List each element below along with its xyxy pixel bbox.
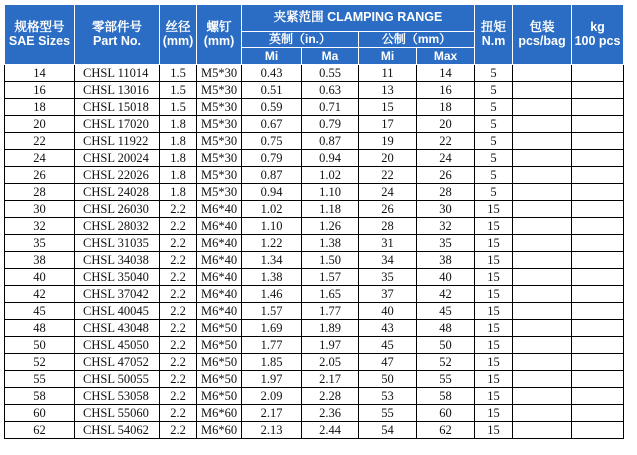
cell-inch-max: 1.38 xyxy=(302,235,359,252)
table-row xyxy=(5,252,624,269)
table-row xyxy=(5,422,624,439)
cell-band-width: 1.5 xyxy=(160,99,197,116)
header-part-no xyxy=(75,5,160,65)
cell-packing xyxy=(513,303,572,320)
cell-part-no: CHSL 40045 xyxy=(75,303,160,320)
cell-weight xyxy=(572,388,624,405)
cell-part-no: CHSL 17020 xyxy=(75,116,160,133)
cell-torque: 5 xyxy=(475,82,513,99)
cell-weight xyxy=(572,354,624,371)
cell-inch-min: 1.69 xyxy=(242,320,302,337)
table-row xyxy=(5,388,624,405)
cell-mm-max: 16 xyxy=(417,82,475,99)
cell-screw: M6*40 xyxy=(197,252,242,269)
cell-part-no: CHSL 35040 xyxy=(75,269,160,286)
header-torque xyxy=(475,5,513,65)
cell-band-width: 2.2 xyxy=(160,252,197,269)
cell-inch-max: 1.18 xyxy=(302,201,359,218)
header-screw xyxy=(197,5,242,65)
cell-part-no: CHSL 31035 xyxy=(75,235,160,252)
cell-inch-min: 2.17 xyxy=(242,405,302,422)
cell-mm-max: 48 xyxy=(417,320,475,337)
cell-weight xyxy=(572,320,624,337)
header-torque-en: N.m xyxy=(481,33,506,48)
cell-packing xyxy=(513,116,572,133)
cell-band-width: 2.2 xyxy=(160,388,197,405)
cell-weight xyxy=(572,82,624,99)
cell-band-width: 2.2 xyxy=(160,218,197,235)
cell-band-width: 2.2 xyxy=(160,303,197,320)
header-band-cn: 丝径 xyxy=(165,20,191,35)
cell-packing xyxy=(513,99,572,116)
cell-weight xyxy=(572,235,624,252)
cell-mm-max: 52 xyxy=(417,354,475,371)
cell-sae-size: 20 xyxy=(5,116,75,133)
cell-inch-max: 1.89 xyxy=(302,320,359,337)
cell-mm-min: 19 xyxy=(359,133,417,150)
cell-inch-max: 1.57 xyxy=(302,269,359,286)
cell-inch-max: 1.97 xyxy=(302,337,359,354)
cell-band-width: 1.8 xyxy=(160,184,197,201)
cell-weight xyxy=(572,65,624,82)
cell-packing xyxy=(513,388,572,405)
cell-inch-max: 1.77 xyxy=(302,303,359,320)
header-part-cn: 零部件号 xyxy=(91,20,142,35)
cell-part-no: CHSL 50055 xyxy=(75,371,160,388)
cell-inch-min: 0.67 xyxy=(242,116,302,133)
cell-mm-min: 54 xyxy=(359,422,417,439)
cell-sae-size: 55 xyxy=(5,371,75,388)
table-row xyxy=(5,371,624,388)
header-pack-en: pcs/bag xyxy=(518,33,566,48)
cell-mm-min: 20 xyxy=(359,150,417,167)
table-row xyxy=(5,303,624,320)
cell-band-width: 1.8 xyxy=(160,150,197,167)
cell-inch-max: 1.02 xyxy=(302,167,359,184)
cell-inch-max: 1.26 xyxy=(302,218,359,235)
table-body xyxy=(5,65,624,439)
table-row xyxy=(5,82,624,99)
cell-sae-size: 50 xyxy=(5,337,75,354)
cell-sae-size: 30 xyxy=(5,201,75,218)
cell-mm-max: 55 xyxy=(417,371,475,388)
cell-inch-min: 0.87 xyxy=(242,167,302,184)
cell-band-width: 1.8 xyxy=(160,133,197,150)
cell-mm-max: 18 xyxy=(417,99,475,116)
cell-packing xyxy=(513,218,572,235)
cell-sae-size: 14 xyxy=(5,65,75,82)
cell-part-no: CHSL 24028 xyxy=(75,184,160,201)
cell-band-width: 1.8 xyxy=(160,167,197,184)
cell-torque: 15 xyxy=(475,422,513,439)
cell-weight xyxy=(572,405,624,422)
cell-sae-size: 28 xyxy=(5,184,75,201)
header-band-width xyxy=(160,5,197,65)
cell-packing xyxy=(513,269,572,286)
cell-part-no: CHSL 26030 xyxy=(75,201,160,218)
cell-screw: M6*40 xyxy=(197,286,242,303)
cell-screw: M6*50 xyxy=(197,337,242,354)
table-row xyxy=(5,184,624,201)
cell-sae-size: 42 xyxy=(5,286,75,303)
header-inch: 英制（in.） xyxy=(242,32,359,48)
cell-sae-size: 38 xyxy=(5,252,75,269)
cell-packing xyxy=(513,286,572,303)
cell-part-no: CHSL 53058 xyxy=(75,388,160,405)
cell-mm-max: 26 xyxy=(417,167,475,184)
cell-part-no: CHSL 13016 xyxy=(75,82,160,99)
cell-weight xyxy=(572,184,624,201)
cell-packing xyxy=(513,252,572,269)
cell-torque: 15 xyxy=(475,235,513,252)
cell-weight xyxy=(572,422,624,439)
table-row xyxy=(5,354,624,371)
cell-part-no: CHSL 37042 xyxy=(75,286,160,303)
cell-inch-min: 0.75 xyxy=(242,133,302,150)
cell-weight xyxy=(572,269,624,286)
cell-part-no: CHSL 15018 xyxy=(75,99,160,116)
cell-inch-min: 1.97 xyxy=(242,371,302,388)
cell-inch-max: 0.94 xyxy=(302,150,359,167)
cell-inch-min: 2.13 xyxy=(242,422,302,439)
cell-part-no: CHSL 11014 xyxy=(75,65,160,82)
header-part-en: Part No. xyxy=(93,33,141,48)
cell-mm-max: 40 xyxy=(417,269,475,286)
cell-packing xyxy=(513,422,572,439)
cell-sae-size: 32 xyxy=(5,218,75,235)
cell-inch-min: 1.34 xyxy=(242,252,302,269)
cell-part-no: CHSL 55060 xyxy=(75,405,160,422)
cell-mm-min: 55 xyxy=(359,405,417,422)
cell-packing xyxy=(513,405,572,422)
cell-mm-min: 47 xyxy=(359,354,417,371)
cell-torque: 5 xyxy=(475,167,513,184)
cell-mm-min: 37 xyxy=(359,286,417,303)
cell-screw: M5*30 xyxy=(197,150,242,167)
table-row xyxy=(5,150,624,167)
table-row xyxy=(5,286,624,303)
cell-mm-max: 28 xyxy=(417,184,475,201)
cell-torque: 5 xyxy=(475,150,513,167)
cell-screw: M6*60 xyxy=(197,405,242,422)
cell-band-width: 2.2 xyxy=(160,201,197,218)
cell-mm-min: 45 xyxy=(359,337,417,354)
cell-packing xyxy=(513,150,572,167)
cell-inch-max: 2.44 xyxy=(302,422,359,439)
cell-screw: M5*30 xyxy=(197,82,242,99)
cell-sae-size: 16 xyxy=(5,82,75,99)
cell-band-width: 1.8 xyxy=(160,116,197,133)
cell-packing xyxy=(513,235,572,252)
table-row xyxy=(5,116,624,133)
cell-part-no: CHSL 20024 xyxy=(75,150,160,167)
cell-packing xyxy=(513,167,572,184)
cell-mm-min: 53 xyxy=(359,388,417,405)
cell-torque: 5 xyxy=(475,116,513,133)
cell-inch-max: 0.55 xyxy=(302,65,359,82)
cell-torque: 5 xyxy=(475,133,513,150)
cell-mm-max: 50 xyxy=(417,337,475,354)
cell-screw: M5*30 xyxy=(197,116,242,133)
cell-packing xyxy=(513,320,572,337)
cell-sae-size: 60 xyxy=(5,405,75,422)
cell-mm-max: 20 xyxy=(417,116,475,133)
cell-screw: M5*30 xyxy=(197,65,242,82)
cell-torque: 15 xyxy=(475,371,513,388)
cell-part-no: CHSL 22026 xyxy=(75,167,160,184)
cell-inch-max: 2.05 xyxy=(302,354,359,371)
cell-band-width: 2.2 xyxy=(160,269,197,286)
cell-sae-size: 26 xyxy=(5,167,75,184)
cell-mm-min: 43 xyxy=(359,320,417,337)
cell-mm-max: 62 xyxy=(417,422,475,439)
cell-sae-size: 45 xyxy=(5,303,75,320)
cell-inch-min: 0.94 xyxy=(242,184,302,201)
cell-torque: 15 xyxy=(475,405,513,422)
cell-torque: 15 xyxy=(475,354,513,371)
cell-mm-min: 22 xyxy=(359,167,417,184)
cell-mm-min: 40 xyxy=(359,303,417,320)
cell-weight xyxy=(572,337,624,354)
cell-inch-min: 1.46 xyxy=(242,286,302,303)
cell-screw: M6*50 xyxy=(197,320,242,337)
table-row xyxy=(5,65,624,82)
cell-part-no: CHSL 28032 xyxy=(75,218,160,235)
cell-weight xyxy=(572,150,624,167)
cell-inch-max: 1.65 xyxy=(302,286,359,303)
cell-band-width: 2.2 xyxy=(160,320,197,337)
cell-screw: M5*30 xyxy=(197,184,242,201)
table-row xyxy=(5,99,624,116)
cell-weight xyxy=(572,252,624,269)
cell-sae-size: 48 xyxy=(5,320,75,337)
cell-part-no: CHSL 34038 xyxy=(75,252,160,269)
header-weight xyxy=(572,5,624,65)
cell-mm-min: 26 xyxy=(359,201,417,218)
cell-torque: 15 xyxy=(475,269,513,286)
header-mm-min: Mi xyxy=(359,48,417,65)
cell-screw: M5*30 xyxy=(197,133,242,150)
cell-packing xyxy=(513,184,572,201)
cell-sae-size: 52 xyxy=(5,354,75,371)
cell-weight xyxy=(572,371,624,388)
cell-inch-min: 1.77 xyxy=(242,337,302,354)
cell-mm-max: 24 xyxy=(417,150,475,167)
table-header xyxy=(5,5,624,65)
header-screw-cn: 螺钉 xyxy=(206,20,232,35)
cell-weight xyxy=(572,133,624,150)
header-packing xyxy=(513,5,572,65)
cell-mm-min: 13 xyxy=(359,82,417,99)
header-sae-sizes xyxy=(5,5,75,65)
cell-part-no: CHSL 11922 xyxy=(75,133,160,150)
cell-packing xyxy=(513,371,572,388)
cell-torque: 15 xyxy=(475,388,513,405)
cell-weight xyxy=(572,201,624,218)
cell-mm-min: 35 xyxy=(359,269,417,286)
cell-screw: M6*40 xyxy=(197,201,242,218)
cell-weight xyxy=(572,167,624,184)
cell-packing xyxy=(513,354,572,371)
cell-packing xyxy=(513,337,572,354)
cell-torque: 5 xyxy=(475,99,513,116)
cell-packing xyxy=(513,201,572,218)
header-torque-cn: 扭矩 xyxy=(480,20,506,35)
cell-sae-size: 22 xyxy=(5,133,75,150)
cell-screw: M5*30 xyxy=(197,99,242,116)
cell-inch-max: 0.87 xyxy=(302,133,359,150)
cell-inch-max: 2.17 xyxy=(302,371,359,388)
cell-band-width: 1.5 xyxy=(160,65,197,82)
cell-inch-min: 2.09 xyxy=(242,388,302,405)
cell-mm-max: 22 xyxy=(417,133,475,150)
cell-inch-max: 2.36 xyxy=(302,405,359,422)
header-metric: 公制（mm） xyxy=(359,32,475,48)
cell-torque: 15 xyxy=(475,218,513,235)
cell-torque: 15 xyxy=(475,201,513,218)
header-kg-en: 100 pcs xyxy=(574,33,621,48)
cell-inch-min: 1.38 xyxy=(242,269,302,286)
cell-torque: 15 xyxy=(475,337,513,354)
cell-mm-max: 38 xyxy=(417,252,475,269)
cell-weight xyxy=(572,303,624,320)
header-sae-cn: 规格型号 xyxy=(14,20,65,35)
cell-screw: M5*30 xyxy=(197,167,242,184)
cell-inch-min: 0.51 xyxy=(242,82,302,99)
cell-sae-size: 40 xyxy=(5,269,75,286)
cell-inch-max: 0.79 xyxy=(302,116,359,133)
header-sae-en: SAE Sizes xyxy=(8,33,71,48)
cell-torque: 5 xyxy=(475,184,513,201)
cell-mm-min: 11 xyxy=(359,65,417,82)
cell-band-width: 2.2 xyxy=(160,337,197,354)
header-kg-cn: kg xyxy=(590,20,605,35)
cell-band-width: 2.2 xyxy=(160,286,197,303)
cell-screw: M6*40 xyxy=(197,269,242,286)
cell-inch-min: 0.79 xyxy=(242,150,302,167)
table-row xyxy=(5,269,624,286)
cell-band-width: 2.2 xyxy=(160,371,197,388)
cell-inch-max: 0.63 xyxy=(302,82,359,99)
cell-part-no: CHSL 43048 xyxy=(75,320,160,337)
cell-screw: M6*40 xyxy=(197,303,242,320)
cell-screw: M6*50 xyxy=(197,388,242,405)
cell-torque: 5 xyxy=(475,65,513,82)
header-inch-max: Ma xyxy=(302,48,359,65)
cell-band-width: 2.2 xyxy=(160,354,197,371)
cell-band-width: 2.2 xyxy=(160,422,197,439)
cell-inch-min: 1.10 xyxy=(242,218,302,235)
cell-mm-max: 30 xyxy=(417,201,475,218)
table-row xyxy=(5,218,624,235)
table-row xyxy=(5,320,624,337)
cell-mm-max: 60 xyxy=(417,405,475,422)
table-row xyxy=(5,133,624,150)
cell-mm-max: 45 xyxy=(417,303,475,320)
header-band-en: (mm) xyxy=(162,33,194,48)
cell-screw: M6*40 xyxy=(197,218,242,235)
cell-part-no: CHSL 45050 xyxy=(75,337,160,354)
clamp-spec-table xyxy=(4,4,624,439)
header-inch-min: Mi xyxy=(242,48,302,65)
cell-inch-max: 1.10 xyxy=(302,184,359,201)
table-row xyxy=(5,235,624,252)
cell-sae-size: 35 xyxy=(5,235,75,252)
cell-weight xyxy=(572,218,624,235)
cell-mm-min: 50 xyxy=(359,371,417,388)
cell-torque: 15 xyxy=(475,286,513,303)
header-clamping-range: 夹紧范围 CLAMPING RANGE xyxy=(242,5,475,32)
cell-torque: 15 xyxy=(475,320,513,337)
cell-mm-min: 31 xyxy=(359,235,417,252)
table-row xyxy=(5,167,624,184)
cell-screw: M6*60 xyxy=(197,422,242,439)
cell-inch-min: 1.85 xyxy=(242,354,302,371)
cell-band-width: 2.2 xyxy=(160,235,197,252)
header-screw-en: (mm) xyxy=(203,33,235,48)
cell-screw: M6*50 xyxy=(197,371,242,388)
cell-mm-max: 42 xyxy=(417,286,475,303)
cell-mm-max: 14 xyxy=(417,65,475,82)
cell-torque: 15 xyxy=(475,303,513,320)
cell-inch-max: 0.71 xyxy=(302,99,359,116)
cell-inch-min: 1.22 xyxy=(242,235,302,252)
cell-sae-size: 24 xyxy=(5,150,75,167)
table-row xyxy=(5,405,624,422)
cell-inch-max: 1.50 xyxy=(302,252,359,269)
cell-screw: M6*40 xyxy=(197,235,242,252)
cell-weight xyxy=(572,99,624,116)
cell-inch-min: 1.02 xyxy=(242,201,302,218)
cell-screw: M6*50 xyxy=(197,354,242,371)
cell-inch-min: 0.43 xyxy=(242,65,302,82)
cell-mm-min: 34 xyxy=(359,252,417,269)
cell-band-width: 2.2 xyxy=(160,405,197,422)
cell-inch-min: 0.59 xyxy=(242,99,302,116)
cell-inch-min: 1.57 xyxy=(242,303,302,320)
cell-mm-min: 17 xyxy=(359,116,417,133)
cell-part-no: CHSL 47052 xyxy=(75,354,160,371)
cell-packing xyxy=(513,65,572,82)
cell-mm-max: 58 xyxy=(417,388,475,405)
table-row xyxy=(5,337,624,354)
cell-weight xyxy=(572,116,624,133)
cell-inch-max: 2.28 xyxy=(302,388,359,405)
cell-mm-max: 35 xyxy=(417,235,475,252)
cell-packing xyxy=(513,82,572,99)
table-row xyxy=(5,201,624,218)
cell-band-width: 1.5 xyxy=(160,82,197,99)
cell-packing xyxy=(513,133,572,150)
cell-sae-size: 58 xyxy=(5,388,75,405)
cell-mm-max: 32 xyxy=(417,218,475,235)
header-pack-cn: 包装 xyxy=(529,20,555,35)
cell-sae-size: 18 xyxy=(5,99,75,116)
cell-mm-min: 15 xyxy=(359,99,417,116)
cell-weight xyxy=(572,286,624,303)
header-mm-max: Max xyxy=(417,48,475,65)
cell-mm-min: 24 xyxy=(359,184,417,201)
cell-torque: 15 xyxy=(475,252,513,269)
cell-mm-min: 28 xyxy=(359,218,417,235)
cell-sae-size: 62 xyxy=(5,422,75,439)
cell-part-no: CHSL 54062 xyxy=(75,422,160,439)
